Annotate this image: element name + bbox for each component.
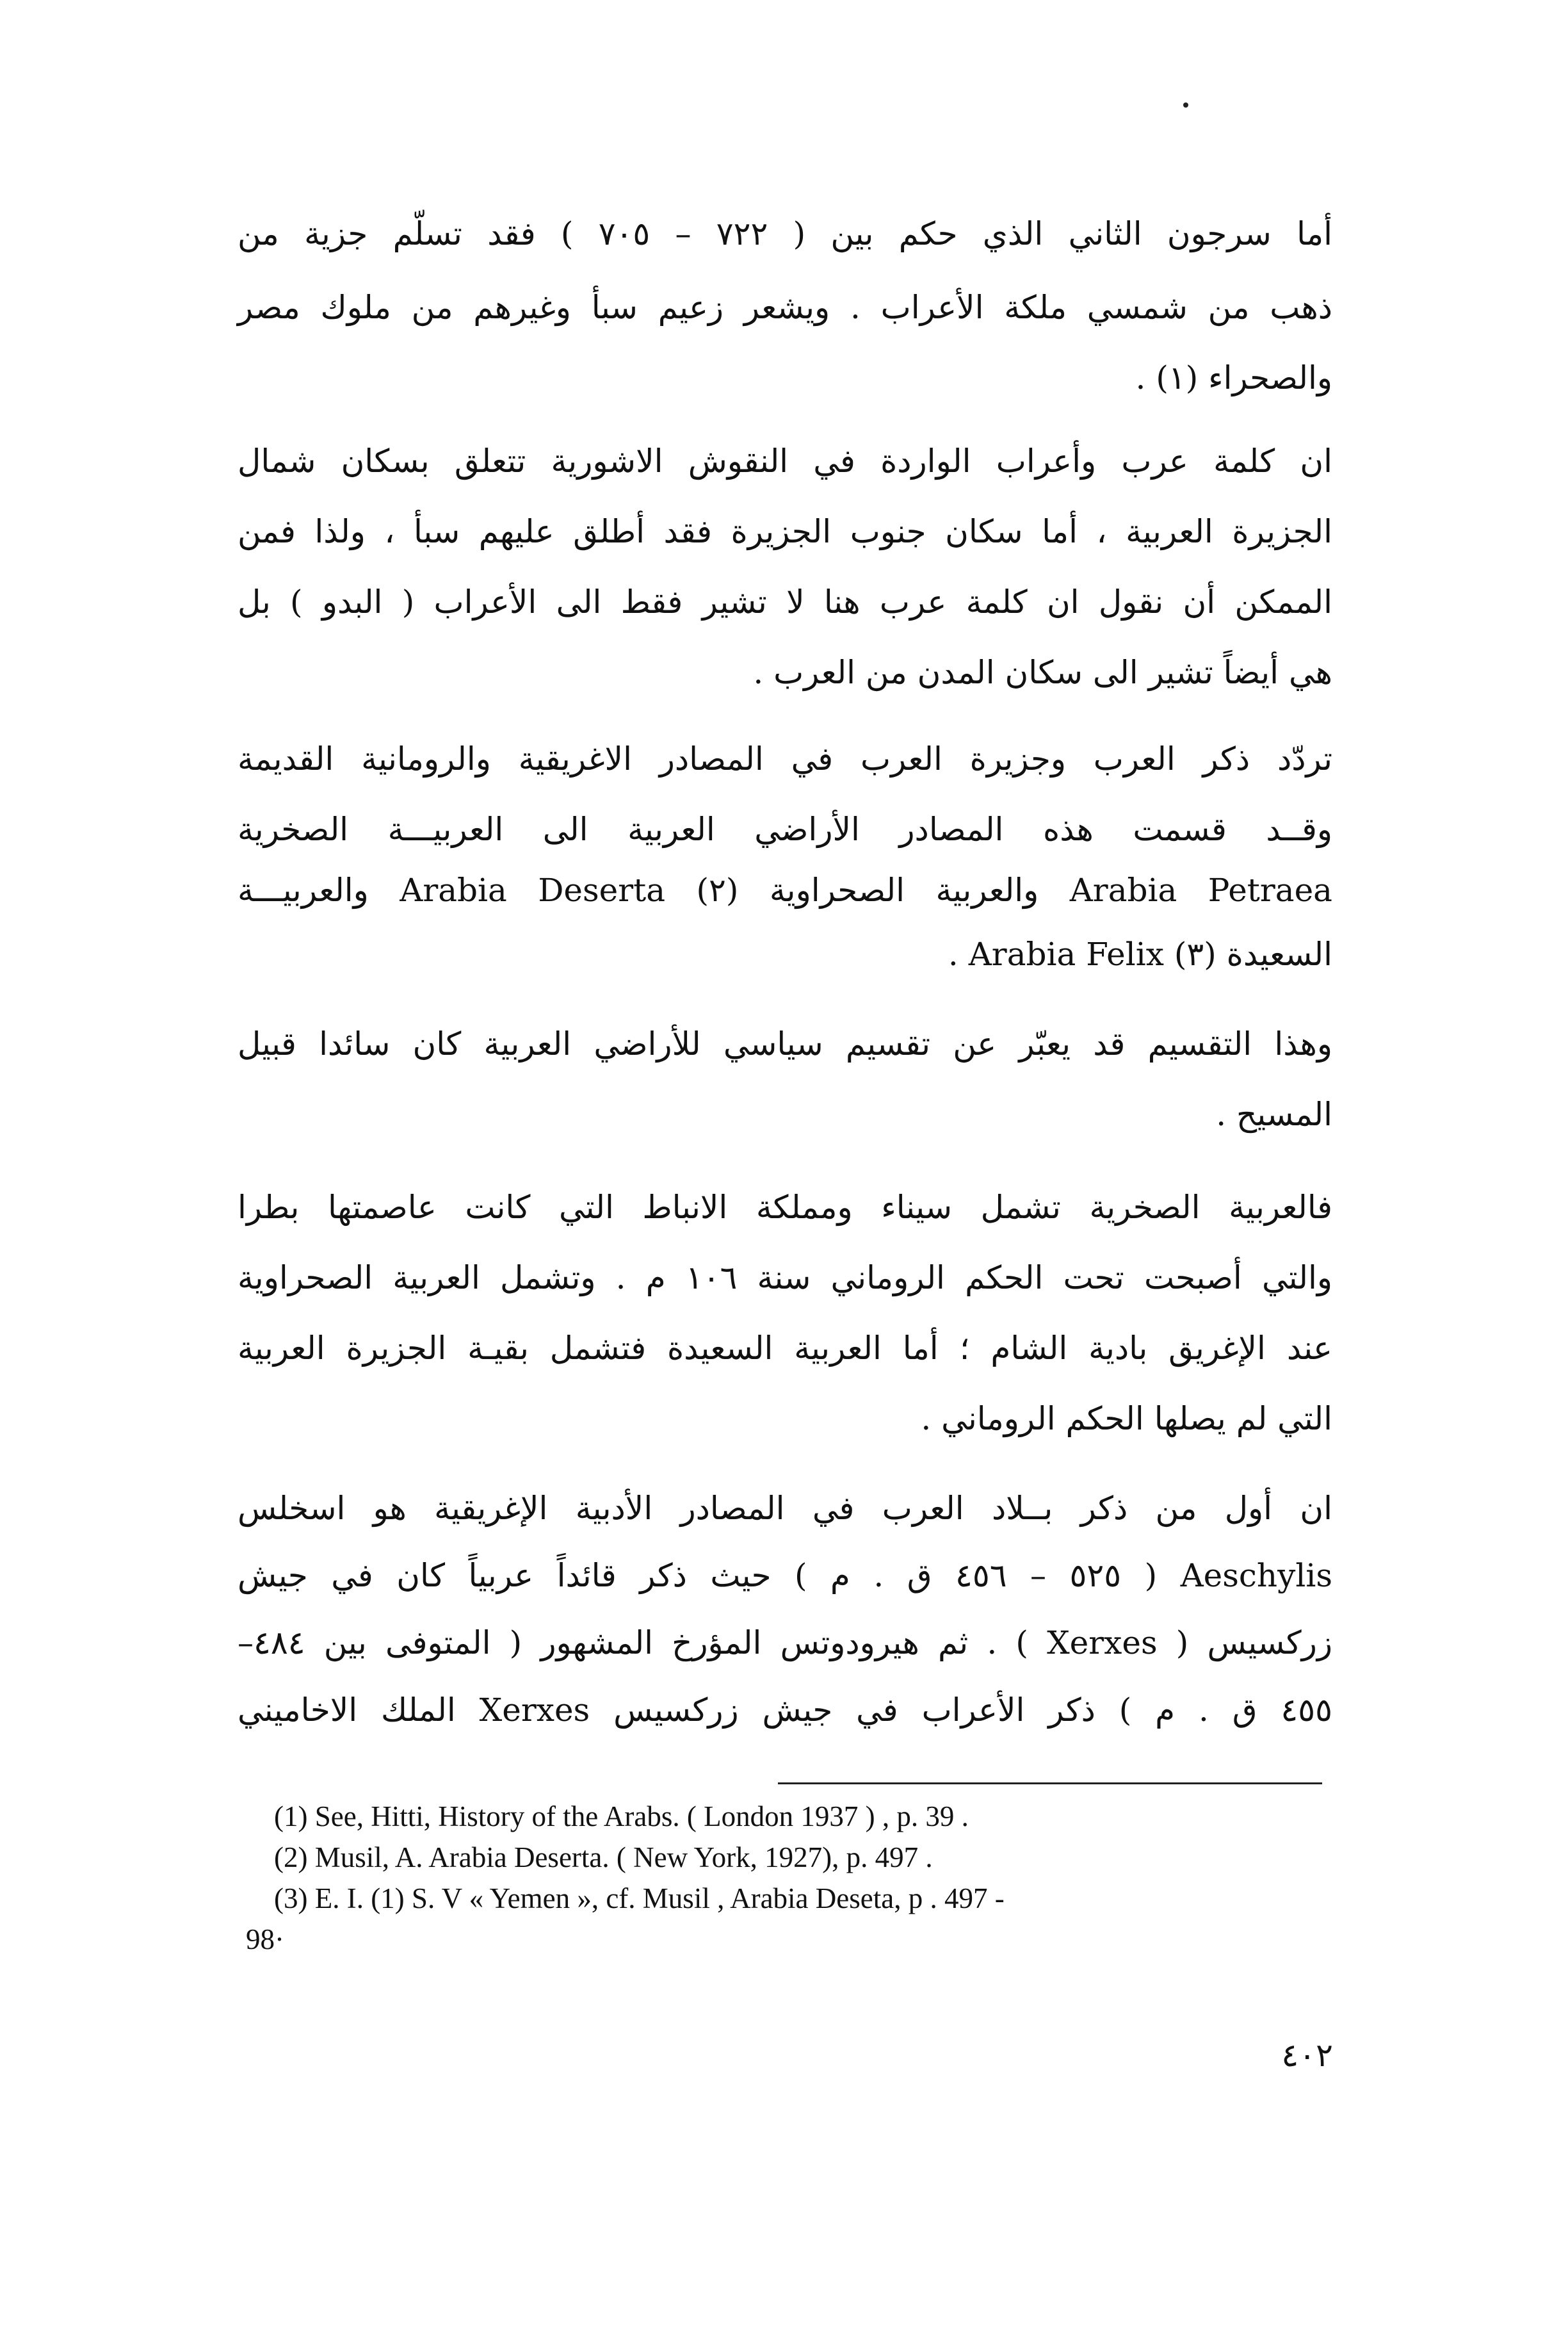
- body-line: تردّد ذكر العرب وجزيرة العرب في المصادر الاغريقية والرومانية القديمة: [238, 740, 1332, 778]
- body-line: عند الإغريق بادية الشام ؛ أما العربية السعيدة فتشمل بقيـة الجزيرة العربية: [238, 1330, 1332, 1367]
- footnote: (2) Musil, A. Arabia Deserta. ( New York, 1927), p. 497 .: [274, 1841, 933, 1873]
- footnote-rule: [778, 1782, 1322, 1784]
- body-line: السعيدة (٣) Arabia Felix .: [948, 936, 1332, 973]
- body-line: وقــد قسمت هذه المصادر الأراضي العربية الى العربيـــة الصخرية: [238, 811, 1332, 848]
- footnote: 98·: [246, 1923, 284, 1955]
- body-line: Aeschylis ( ٥٢٥ – ٤٥٦ ق . م ) حيث ذكر قائداً عربياً كان في جيش: [238, 1557, 1333, 1594]
- body-line: أما سرجون الثاني الذي حكم بين ( ٧٢٢ – ٧٠٥ ) فقد تسلّم جزية من: [238, 215, 1332, 252]
- footnote: (3) E. I. (1) S. V « Yemen », cf. Musil , Arabia Deseta, p . 497 -: [274, 1882, 1005, 1914]
- body-line: ان أول من ذكر بــلاد العرب في المصادر الأدبية الإغريقية هو اسخلس: [238, 1490, 1332, 1527]
- body-line: زركسيس ( Xerxes ) . ثم هيرودوتس المؤرخ المشهور ( المتوفى بين ٤٨٤–: [238, 1624, 1332, 1661]
- body-line: التي لم يصلها الحكم الروماني .: [921, 1400, 1332, 1437]
- body-line: المسيح .: [1216, 1096, 1332, 1133]
- body-line: ان كلمة عرب وأعراب الواردة في النقوش الاشورية تتعلق بسكان شمال: [238, 443, 1332, 480]
- body-line: هي أيضاً تشير الى سكان المدن من العرب .: [753, 654, 1332, 691]
- footnote: (1) See, Hitti, History of the Arabs. ( London 1937 ) , p. 39 .: [274, 1800, 969, 1832]
- body-line: والتي أصبحت تحت الحكم الروماني سنة ١٠٦ م . وتشمل العربية الصحراوية: [238, 1259, 1332, 1296]
- body-line: ٤٥٥ ق . م ) ذكر الأعراب في جيش زركسيس Xerxes الملك الاخاميني: [238, 1691, 1332, 1729]
- body-line: الممكن أن نقول ان كلمة عرب هنا لا تشير فقط الى الأعراب ( البدو ) بل: [238, 583, 1332, 621]
- body-line: Arabia Petraea والعربية الصحراوية (٢) Arabia Deserta والعربيـــة: [238, 872, 1332, 909]
- body-line: الجزيرة العربية ، أما سكان جنوب الجزيرة فقد أطلق عليهم سبأ ، ولذا فمن: [238, 513, 1332, 550]
- print-speck: [1183, 102, 1188, 108]
- body-line: فالعربية الصخرية تشمل سيناء ومملكة الانباط التي كانت عاصمتها بطرا: [238, 1189, 1332, 1226]
- body-line: ذهب من شمسي ملكة الأعراب . ويشعر زعيم سبأ وغيرهم من ملوك مصر: [238, 289, 1332, 326]
- body-line: وهذا التقسيم قد يعبّر عن تقسيم سياسي للأراضي العربية كان سائدا قبيل: [238, 1025, 1332, 1063]
- page-number: ٤٠٢: [1281, 2037, 1333, 2074]
- body-line: والصحراء (١) .: [1135, 359, 1332, 396]
